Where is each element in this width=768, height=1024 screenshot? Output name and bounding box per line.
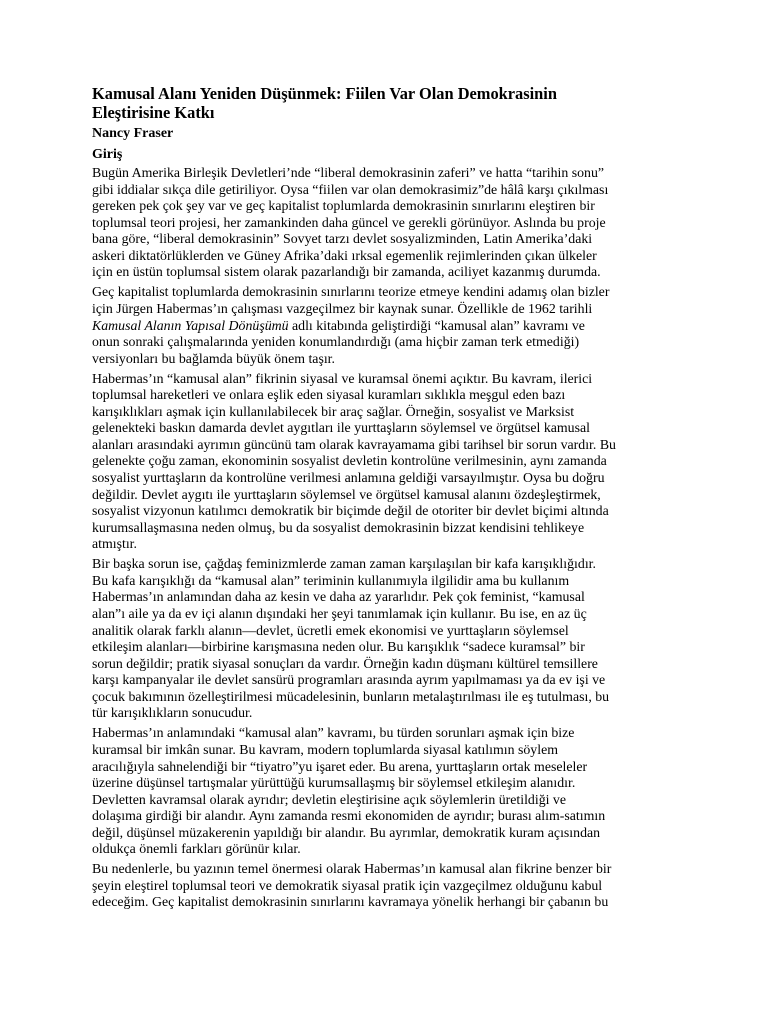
- text-line: onun sonraki çalışmalarında yeniden konumlandırdığı (ama hiçbir zaman terk etmediği): [92, 334, 580, 350]
- text-line: karşı kampanyalar ile devlet sansürü programları arasında ayrım yapılmaması ya da ev işi ve: [92, 672, 606, 688]
- text-line: sorun değildir; pratik siyasal sonuçları da vardır. Örneğin kadın düşmanı kültürel temsillere: [92, 655, 598, 671]
- text-line: edeceğim. Geç kapitalist demokrasinin sınırlarını kavramaya yönelik herhangi bir çabanın bu: [92, 894, 609, 910]
- paragraph: [92, 725, 676, 857]
- text-line: alan”ı aile ya da ev içi alanın dışındaki her şeyi tanımlamak için kullanır. Bu ise, en az üç: [92, 606, 587, 621]
- text-line: oldukça önemli farkları görünür kılar.: [92, 841, 301, 857]
- text-line: karışıklıkları aşmak için kullanılabilecek bir araç sağlar. Örneğin, sosyalist ve Marksist: [92, 403, 575, 419]
- text-line: alanları arasındaki ayrımın güncünü tam olarak kavrayamama gibi tarihsel bir sorun vardır. Bu: [92, 436, 616, 452]
- paragraph: [92, 371, 676, 553]
- author-name: Nancy Fraser: [92, 126, 174, 141]
- section-heading: Giriş: [92, 147, 123, 162]
- text-line: kurumsallaşmasına neden olmuş, bu da sosyalist demokrasinin bizzat kendisini tehlikeye: [92, 519, 585, 535]
- body-text: [92, 165, 676, 911]
- text-line: [92, 318, 676, 335]
- document-title: [92, 84, 676, 122]
- text-line: etkileşim alanları—birbirine karışmasına neden olur. Bu karışıklık “sadece kuramsal” bir: [92, 639, 585, 655]
- text-line: versiyonları bu bağlamda büyük önem taşır.: [92, 350, 335, 366]
- book-title: Kamusal Alanın Yapısal Dönüşümü: [92, 317, 289, 333]
- text-line: atmıştır.: [92, 536, 137, 552]
- text-line: Geç kapitalist toplumlarda demokrasinin sınırlarını teorize etmeye kendini adamış olan bizler: [92, 284, 610, 300]
- text-line: bana göre, “liberal demokrasinin” Sovyet tarzı devlet sosyalizminden, Latin Amerika’daki: [92, 231, 593, 247]
- text-line: değil, düşünsel müzakerenin yapıldığı bir alandır. Bu ayrımlar, demokratik kuram açısından: [92, 824, 601, 840]
- title-line: Kamusal Alanı Yeniden Düşünmek: Fiilen Var Olan Demokrasinin: [92, 84, 557, 103]
- text-line: Devletten kavramsal olarak ayrıdır; devletin eleştirisine açık söylemlerin üretildiği ve: [92, 791, 566, 807]
- text-line: için Jürgen Habermas’ın çalışması vazgeçilmez bir kaynak sunar. Özellikle de 1962 tarihli: [92, 300, 593, 316]
- text-line: şeyin eleştirel toplumsal teori ve demokratik siyasal pratik için vazgeçilmez olduğunu kabul: [92, 877, 603, 893]
- text-line: gibi iddialar sıkça dile getiriliyor. Oysa “fiilen var olan demokrasimiz”de hâlâ karşı çıkılması: [92, 181, 609, 197]
- text-line: için en üstün toplumsal sistem olarak pazarlandığı bir zamanda, aciliyet kazanmış durumda.: [92, 264, 601, 280]
- text-line: analitik olarak farklı alanın—devlet, ücretli emek ekonomisi ve yurttaşların söylemsel: [92, 622, 569, 638]
- text-line: gelenekteki baskın damarda devlet aygıtları ile yurttaşların söylemsel ve örgütsel kamusal: [92, 420, 590, 436]
- paragraph: [92, 861, 676, 911]
- text-line: Bir başka sorun ise, çağdaş feminizmlerde zaman zaman karşılaşılan bir kafa karışıklığıdır.: [92, 556, 596, 572]
- text-line: dolaşıma girdiği bir alandır. Aynı zamanda resmi ekonomiden de ayrıdır; burası alım-satımın: [92, 808, 606, 824]
- document-page: [92, 84, 676, 915]
- text-line: toplumsal teori projesi, her zamankinden daha güncel ve gerekli görünüyor. Aslında bu proje: [92, 214, 606, 230]
- paragraph: [92, 556, 676, 721]
- text-line: Habermas’ın anlamındaki “kamusal alan” kavramı, bu türden sorunları aşmak için bize: [92, 725, 575, 741]
- text-line: Habermas’ın anlamından daha az kesin ve daha az yararlıdır. Pek çok feminist, “kamusal: [92, 589, 585, 605]
- text-line: askeri diktatörlüklerden ve Güney Afrika’daki ırksal egemenlik rejimlerinden çıkan ülkeler: [92, 247, 597, 263]
- title-line: Eleştirisine Katkı: [92, 103, 215, 122]
- text-line: gereken pek çok şey var ve geç kapitalist toplumlarda demokrasinin sınırlarını eleştiren bir: [92, 198, 595, 214]
- text-line: gelenekte çoğu zaman, ekonominin sosyalist devletin kontrolüne verilmesinin, aynı zamanda: [92, 453, 607, 469]
- text-line: değildir. Devlet aygıtı ile yurttaşların söylemsel ve örgütsel kamusal alanını özdeşleştirmek,: [92, 486, 601, 502]
- paragraph: [92, 284, 676, 367]
- text-line: çocuk bakımının özelleştirilmesi mücadelesinin, bunların metalaştırılması ile eş tutulması, bu: [92, 688, 610, 704]
- text-line: Bu kafa karışıklığı da “kamusal alan” teriminin kullanımıyla ilgilidir ama bu kullanım: [92, 572, 570, 588]
- text-line: kuramsal bir imkân sunar. Bu kavram, modern toplumlarda siyasal katılımın söylem: [92, 741, 558, 757]
- text-line: üzerine düşünsel tartışmalar yürüttüğü kurumsallaşmış bir söylemsel etkileşim alanıdır.: [92, 775, 576, 791]
- text-fragment: adlı kitabında geliştirdiği “kamusal alan” kavramı ve: [288, 317, 585, 333]
- text-line: Bugün Amerika Birleşik Devletleri’nde “liberal demokrasinin zaferi” ve hatta “tarihin sonu”: [92, 165, 605, 180]
- paragraph: [92, 165, 676, 281]
- text-line: Habermas’ın “kamusal alan” fikrinin siyasal ve kuramsal önemi açıktır. Bu kavram, ilerici: [92, 370, 593, 386]
- text-line: Bu nedenlerle, bu yazının temel önermesi olarak Habermas’ın kamusal alan fikrine benzer bir: [92, 861, 612, 877]
- text-line: toplumsal hareketleri ve onlara eşlik eden siyasal kuramları sıklıkla meşgul eden bazı: [92, 387, 566, 403]
- text-line: sosyalist vizyonun katılımcı demokratik bir biçimde değil de otoriter bir devlet biçimi altında: [92, 503, 609, 519]
- text-line: sosyalist yurttaşların da kontrolüne verilmesi anlamına geldiği varsayılmıştır. Oysa bu doğru: [92, 470, 605, 486]
- text-line: tür karışıklıkların sonucudur.: [92, 705, 253, 721]
- text-line: aracılığıyla sahnelendiği bir “tiyatro”yu işaret eder. Bu arena, yurttaşların ortak meseleler: [92, 758, 588, 774]
